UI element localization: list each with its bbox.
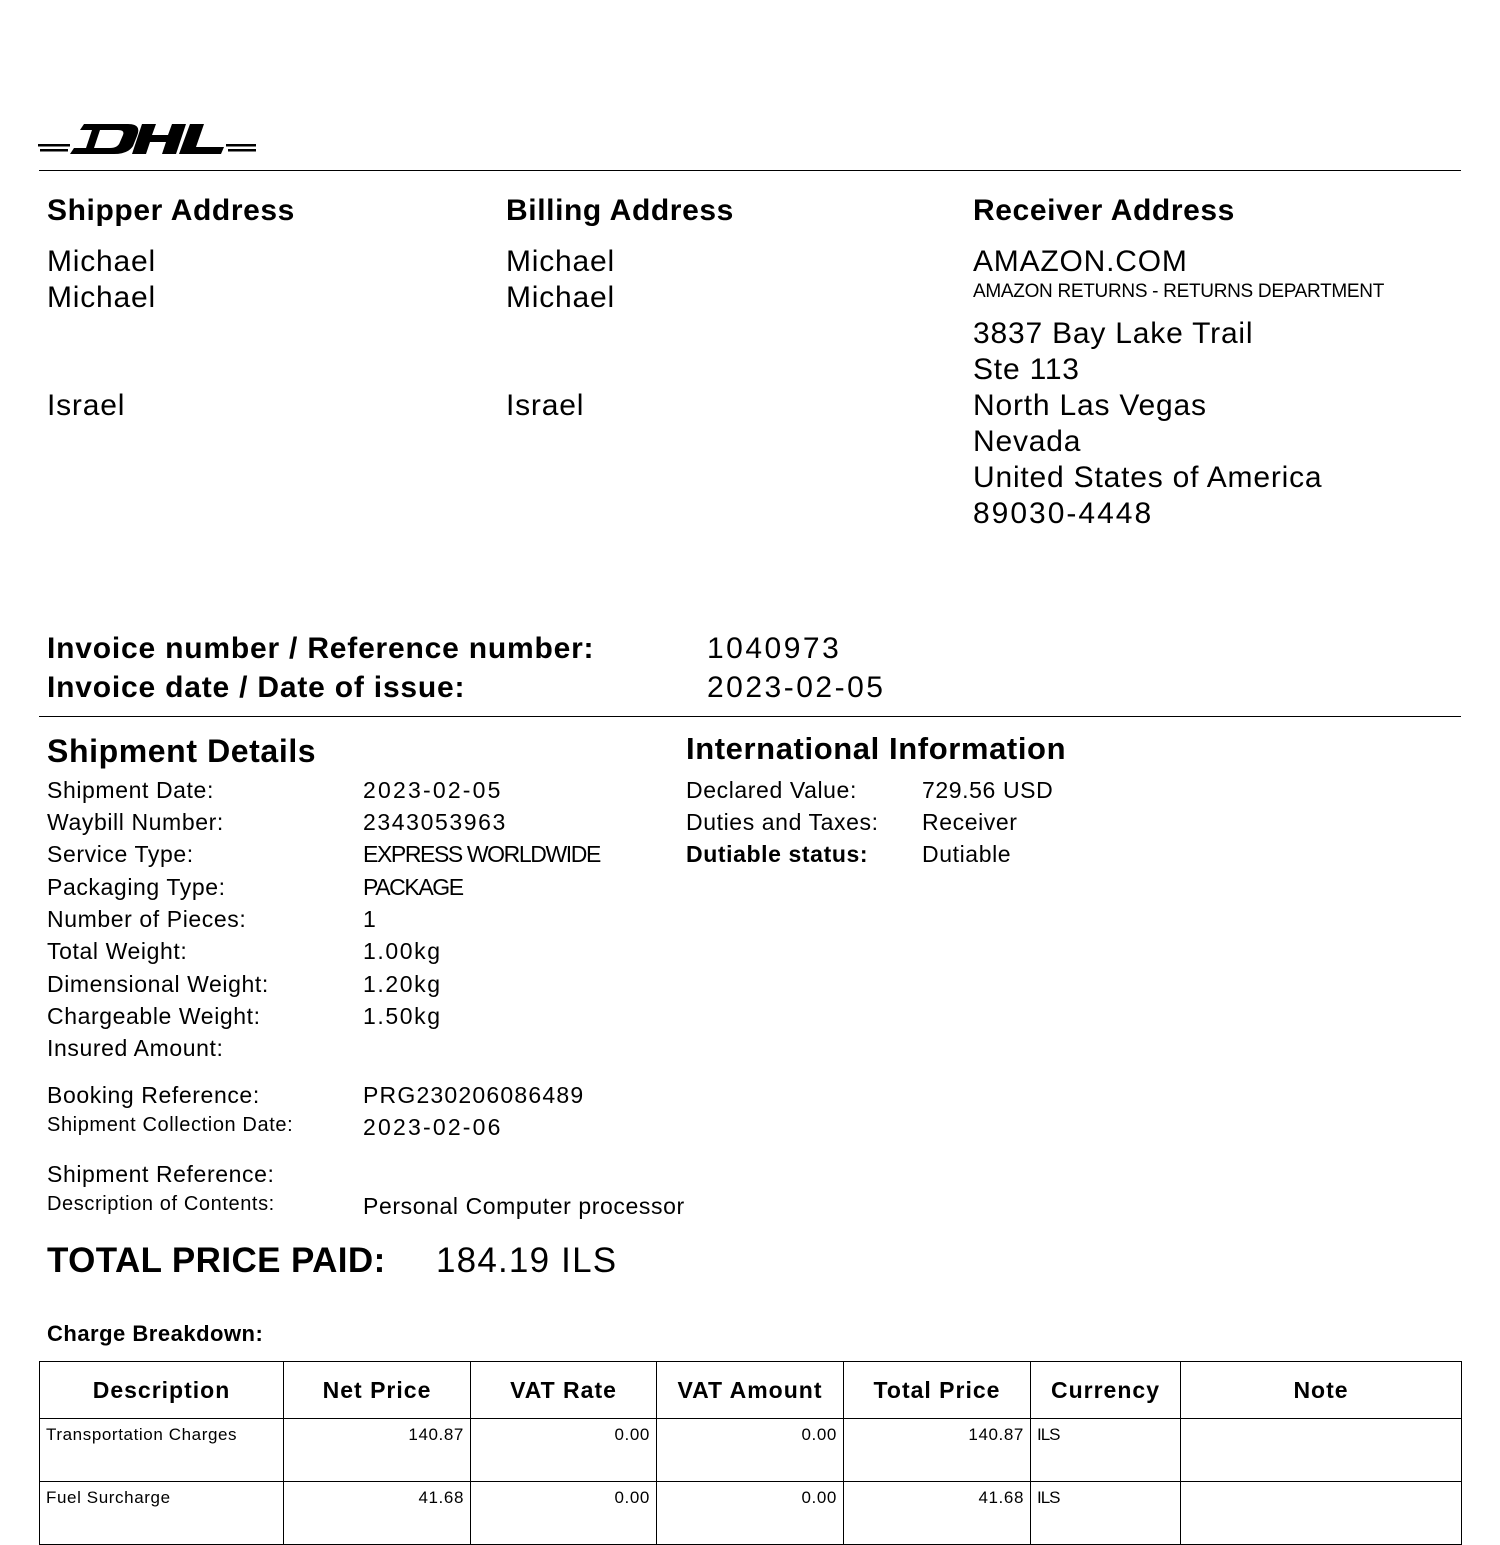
charge-currency: ILS	[1031, 1419, 1181, 1482]
shipment-date: 2023-02-05	[363, 777, 503, 803]
charge-vat-amount: 0.00	[657, 1482, 844, 1545]
shipper-address-heading: Shipper Address	[47, 194, 295, 227]
international-info-heading: International Information	[686, 731, 1067, 766]
billing-address-heading: Billing Address	[506, 194, 734, 227]
billing-country: Israel	[506, 389, 585, 422]
invoice-date: 2023-02-05	[707, 671, 886, 704]
charge-note	[1181, 1482, 1462, 1545]
billing-name-line1: Michael	[506, 245, 615, 278]
shipper-name-line2: Michael	[47, 281, 156, 314]
declared-value: 729.56 USD	[922, 777, 1054, 803]
invoice-date-label: Invoice date / Date of issue:	[47, 671, 466, 704]
declared-value-label: Declared Value:	[686, 777, 857, 803]
charge-description: Fuel Surcharge	[40, 1482, 284, 1545]
charge-note	[1181, 1419, 1462, 1482]
dutiable-status: Dutiable	[922, 841, 1012, 867]
receiver-address-heading: Receiver Address	[973, 194, 1235, 227]
booking-reference-label: Booking Reference:	[47, 1082, 260, 1108]
waybill-number: 2343053963	[363, 809, 507, 835]
charge-currency: ILS	[1031, 1482, 1181, 1545]
contents-description: Personal Computer processor	[363, 1193, 685, 1219]
receiver-department: AMAZON RETURNS - RETURNS DEPARTMENT	[973, 281, 1385, 302]
total-weight-label: Total Weight:	[47, 938, 188, 964]
booking-reference: PRG230206086489	[363, 1082, 585, 1108]
pieces-count: 1	[363, 906, 377, 932]
total-price-label: TOTAL PRICE PAID:	[47, 1241, 386, 1280]
duties-taxes-label: Duties and Taxes:	[686, 809, 879, 835]
receiver-zip: 89030-4448	[973, 497, 1154, 530]
charge-breakdown-heading: Charge Breakdown:	[47, 1321, 264, 1346]
chargeable-weight: 1.50kg	[363, 1003, 442, 1029]
billing-name-line2: Michael	[506, 281, 615, 314]
charge-vat-amount: 0.00	[657, 1419, 844, 1482]
receiver-city: North Las Vegas	[973, 389, 1207, 422]
charge-net-price: 140.87	[284, 1419, 471, 1482]
receiver-company: AMAZON.COM	[973, 245, 1188, 278]
charge-description: Transportation Charges	[40, 1419, 284, 1482]
packaging-type-label: Packaging Type:	[47, 874, 226, 900]
contents-label: Description of Contents:	[47, 1193, 275, 1215]
shipment-reference-label: Shipment Reference:	[47, 1161, 275, 1187]
invoice-divider	[39, 716, 1461, 717]
col-header-net-price: Net Price	[284, 1362, 471, 1419]
col-header-note: Note	[1181, 1362, 1462, 1419]
shipment-date-label: Shipment Date:	[47, 777, 214, 803]
duties-taxes: Receiver	[922, 809, 1018, 835]
service-type-label: Service Type:	[47, 841, 194, 867]
col-header-description: Description	[40, 1362, 284, 1419]
receiver-state: Nevada	[973, 425, 1082, 458]
packaging-type: PACKAGE	[363, 874, 463, 900]
header-divider	[39, 170, 1461, 171]
dutiable-status-label: Dutiable status:	[686, 841, 869, 867]
charge-total-price: 41.68	[844, 1482, 1031, 1545]
chargeable-weight-label: Chargeable Weight:	[47, 1003, 261, 1029]
charge-total-price: 140.87	[844, 1419, 1031, 1482]
col-header-vat-amount: VAT Amount	[657, 1362, 844, 1419]
shipper-name-line1: Michael	[47, 245, 156, 278]
collection-date: 2023-02-06	[363, 1114, 503, 1140]
col-header-vat-rate: VAT Rate	[471, 1362, 657, 1419]
collection-date-label: Shipment Collection Date:	[47, 1114, 294, 1136]
charge-breakdown-table	[39, 1361, 1462, 1545]
receiver-country: United States of America	[973, 461, 1323, 494]
col-header-total-price: Total Price	[844, 1362, 1031, 1419]
receiver-street: 3837 Bay Lake Trail	[973, 317, 1254, 350]
total-weight: 1.00kg	[363, 938, 442, 964]
waybill-label: Waybill Number:	[47, 809, 224, 835]
col-header-currency: Currency	[1031, 1362, 1181, 1419]
insured-amount-label: Insured Amount:	[47, 1035, 224, 1061]
invoice-number-label: Invoice number / Reference number:	[47, 632, 595, 665]
shipment-details-heading: Shipment Details	[47, 733, 317, 769]
charge-net-price: 41.68	[284, 1482, 471, 1545]
table-header-row	[40, 1362, 1462, 1419]
dimensional-weight: 1.20kg	[363, 971, 442, 997]
shipper-country: Israel	[47, 389, 126, 422]
dimensional-weight-label: Dimensional Weight:	[47, 971, 269, 997]
table-row	[40, 1419, 1462, 1482]
charge-vat-rate: 0.00	[471, 1482, 657, 1545]
service-type: EXPRESS WORLDWIDE	[363, 841, 600, 867]
total-price: 184.19 ILS	[436, 1241, 618, 1280]
charge-vat-rate: 0.00	[471, 1419, 657, 1482]
pieces-label: Number of Pieces:	[47, 906, 247, 932]
table-row	[40, 1482, 1462, 1545]
invoice-number: 1040973	[707, 632, 842, 665]
receiver-suite: Ste 113	[973, 353, 1080, 386]
dhl-logo	[38, 118, 258, 158]
